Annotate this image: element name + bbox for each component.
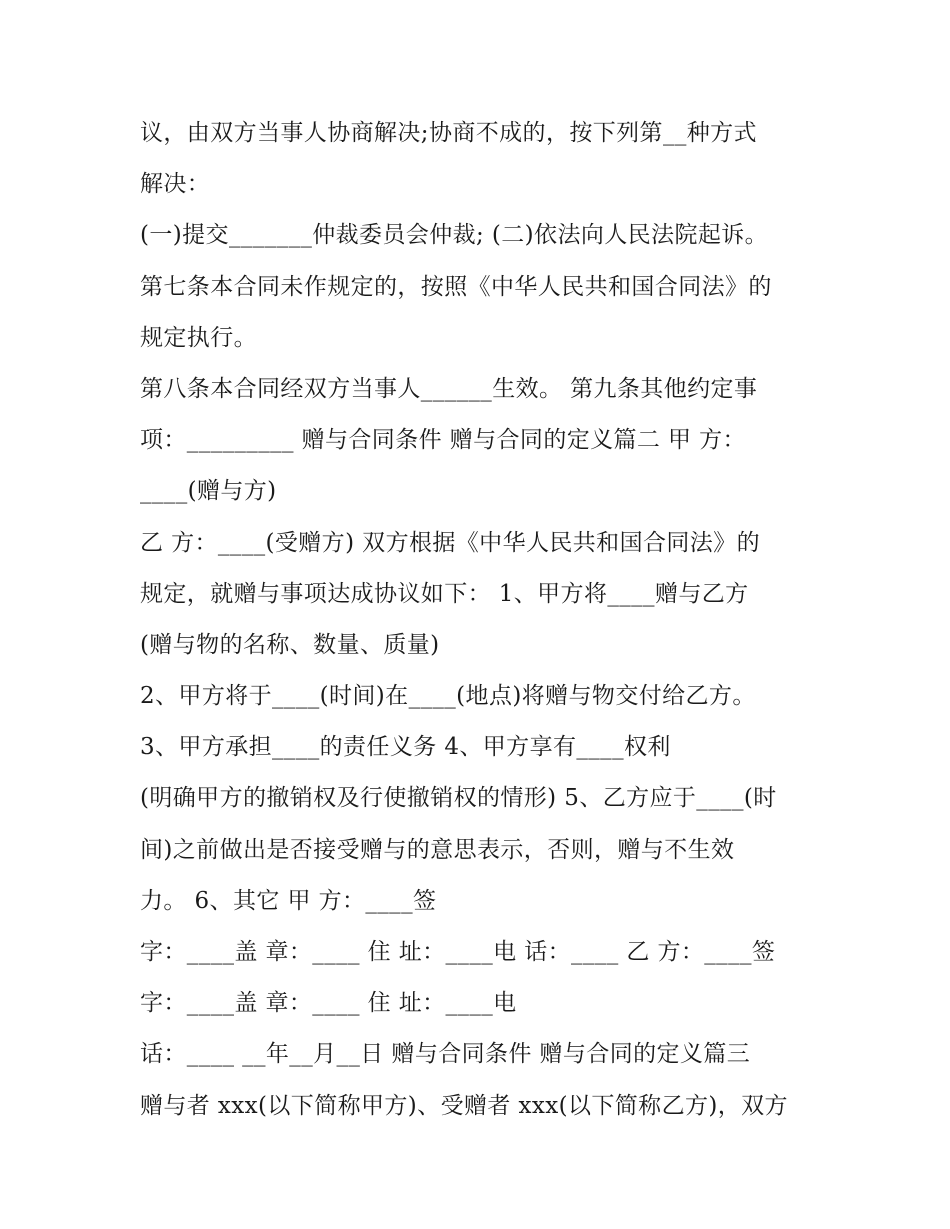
text-line: (明确甲方的撤销权及行使撤销权的情形) 5、乙方应于____(时 (140, 785, 777, 812)
text-line: (一)提交_______仲裁委员会仲裁; (二)依法向人民法院起诉。 (140, 222, 769, 249)
text-line: 字：____盖 章：____ 住 址：____电 (140, 990, 517, 1017)
text-line: 第七条本合同未作规定的，按照《中华人民共和国合同法》的 (140, 273, 772, 300)
text-line: 力。 6、其它 甲 方：____签 (140, 887, 437, 914)
text-line: 议，由双方当事人协商解决;协商不成的，按下列第__种方式 (140, 120, 757, 146)
text-line: 规定执行。 (140, 324, 257, 351)
text-line: 解决： (140, 171, 211, 198)
text-line: ____(赠与方) (140, 478, 277, 505)
text-line: 间)之前做出是否接受赠与的意思表示，否则，赠与不生效 (140, 836, 735, 863)
text-line: 乙 方：____(受赠方) 双方根据《中华人民共和国合同法》的 (140, 529, 760, 556)
text-line: 字：____盖 章：____ 住 址：____电 话：____ 乙 方：____签 (140, 939, 776, 965)
text-line: 赠与者 xxx(以下简称甲方)、受赠者 xxx(以下简称乙方)，双方 (140, 1092, 788, 1119)
text-line: 第八条本合同经双方当事人______生效。 第九条其他约定事 (140, 375, 758, 402)
text-line: 项：_________ 赠与合同条件 赠与合同的定义篇二 甲 方： (140, 427, 746, 454)
text-line: 规定，就赠与事项达成协议如下： 1、甲方将____赠与乙方 (140, 580, 749, 607)
text-line: 3、甲方承担____的责任义务 4、甲方享有____权利 (140, 734, 671, 761)
text-line: (赠与物的名称、数量、质量) (140, 631, 440, 658)
text-line: 话：____ __年__月__日 赠与合同条件 赠与合同的定义篇三 (140, 1041, 751, 1068)
text-line: 2、甲方将于____(时间)在____(地点)将赠与物交付给乙方。 (140, 683, 756, 710)
contract-text (140, 108, 830, 1132)
